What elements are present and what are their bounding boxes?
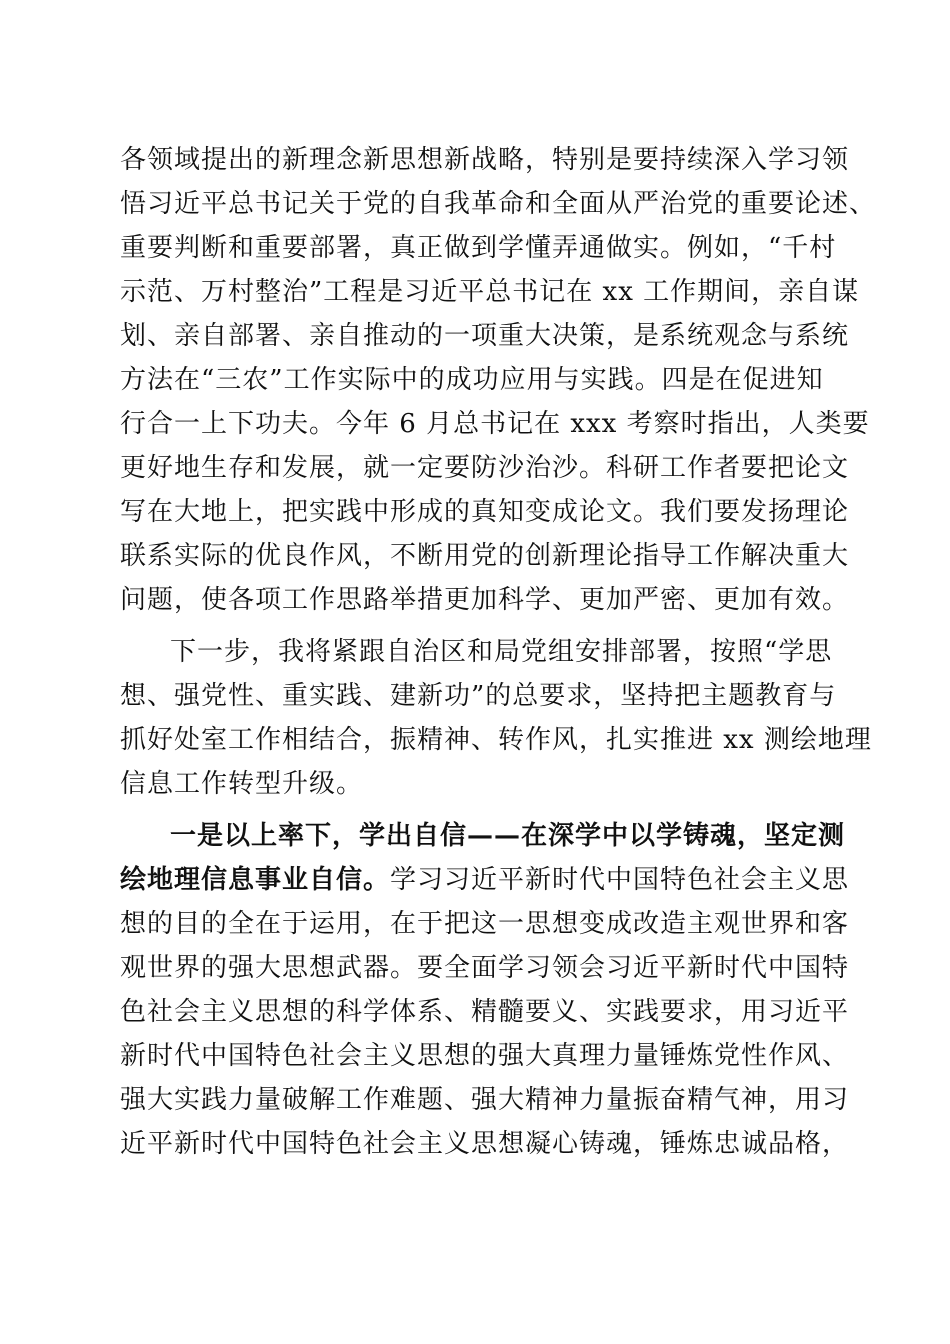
text-line-6: 方法在“三农”工作实际中的成功应用与实践。四是在促进知 xyxy=(120,365,824,395)
text-line-3: 重要判断和重要部署，真正做到学懂弄通做实。例如，“千村 xyxy=(120,233,837,263)
text-line-19: 观世界的强大思想武器。要全面学习领会习近平新时代中国特 xyxy=(120,953,850,983)
text-line-12: 下一步，我将紧跟自治区和局党组安排部署，按照“学思 xyxy=(170,637,833,667)
text-line-10: 联系实际的优良作风，不断用党的创新理论指导工作解决重大 xyxy=(120,541,850,571)
text-line-5: 划、亲自部署、亲自推动的一项重大决策，是系统观念与系统 xyxy=(120,321,850,351)
text-line-17 xyxy=(120,858,849,902)
text-line-8: 更好地生存和发展，就一定要防沙治沙。科研工作者要把论文 xyxy=(120,453,850,483)
text-line-9: 写在大地上，把实践中形成的真知变成论文。我们要发扬理论 xyxy=(120,497,850,527)
text-line-23: 近平新时代中国特色社会主义思想凝心铸魂，锤炼忠诚品格， xyxy=(120,1129,850,1159)
text-line-4: 示范、万村整治”工程是习近平总书记在 xx 工作期间，亲自谋 xyxy=(120,277,860,307)
text-line-1: 各领域提出的新理念新思想新战略，特别是要持续深入学习领 xyxy=(120,145,850,175)
text-line-22: 强大实践力量破解工作难题、强大精神力量振奋精气神，用习 xyxy=(120,1085,850,1115)
section-heading-line-2: 绘地理信息事业自信。 xyxy=(120,865,391,895)
text-line-18: 想的目的全在于运用，在于把这一思想变成改造主观世界和客 xyxy=(120,909,850,939)
text-line-11: 问题，使各项工作思路举措更加科学、更加严密、更加有效。 xyxy=(120,585,850,615)
text-line-15: 信息工作转型升级。 xyxy=(120,769,364,799)
text-line-7: 行合一上下功夫。今年 6 月总书记在 xxx 考察时指出，人类要 xyxy=(120,409,870,439)
text-line-2: 悟习近平总书记关于党的自我革命和全面从严治党的重要论述、 xyxy=(120,189,877,219)
text-line-14: 抓好处室工作相结合，振精神、转作风，扎实推进 xx 测绘地理 xyxy=(120,725,872,755)
text-line-21: 新时代中国特色社会主义思想的强大真理力量锤炼党性作风、 xyxy=(120,1041,850,1071)
section-heading-line-1: 一是以上率下，学出自信——在深学中以学铸魂，坚定测 xyxy=(170,821,846,851)
text-line-17-body: 学习习近平新时代中国特色社会主义思 xyxy=(390,865,850,895)
text-line-13: 想、强党性、重实践、建新功”的总要求，坚持把主题教育与 xyxy=(120,681,837,711)
text-line-20: 色社会主义思想的科学体系、精髓要义、实践要求，用习近平 xyxy=(120,997,850,1027)
